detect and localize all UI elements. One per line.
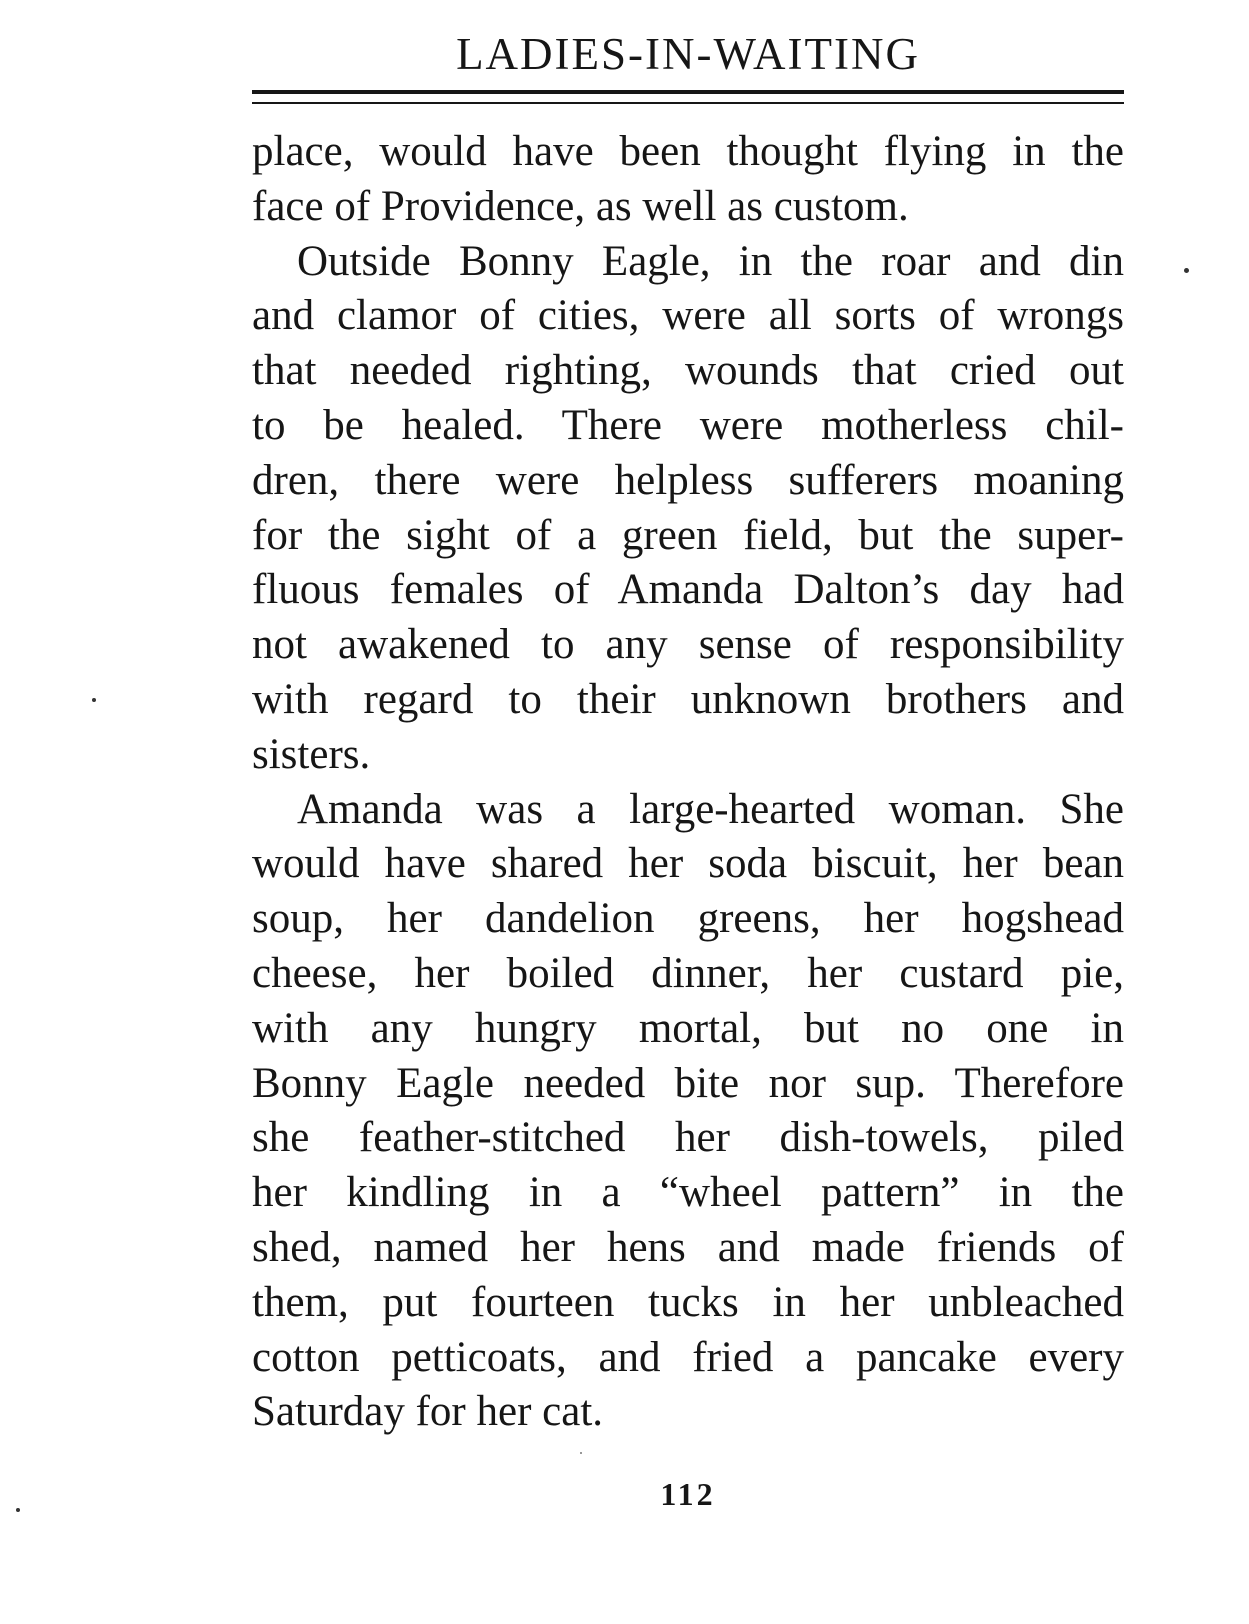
header-rule-thick [252,90,1124,94]
scan-speck [580,1452,582,1454]
text-line: and clamor of cities, were all sorts of wrongs [252,292,1124,340]
paragraph [252,125,1124,235]
text-line: she feather-stitched her dish-towels, piled [252,1114,1124,1162]
text-line: her kindling in a “wheel pattern” in the [252,1169,1124,1217]
text-line: dren, there were helpless sufferers moaning [252,456,1124,504]
text-line: Saturday for her cat. [252,1388,604,1436]
text-line: fluous females of Amanda Dalton’s day had [252,566,1124,614]
text-line: sisters. [252,730,371,778]
text-line: to be healed. There were motherless chil- [252,401,1124,449]
body-text [252,125,1124,1440]
scan-speck [1184,268,1189,273]
text-line: with any hungry mortal, but no one in [252,1004,1124,1052]
paragraph [252,235,1124,783]
text-line: cheese, her boiled dinner, her custard pie, [252,949,1124,997]
text-line: Bonny Eagle needed bite nor sup. Therefore [252,1059,1124,1107]
scan-speck [92,698,96,702]
text-line: face of Providence, as well as custom. [252,182,909,230]
paragraph [252,783,1124,1441]
text-line: Outside Bonny Eagle, in the roar and din [297,237,1124,285]
text-line: would have shared her soda biscuit, her bean [252,840,1124,888]
text-line: soup, her dandelion greens, her hogshead [252,895,1124,943]
text-line: cotton petticoats, and fried a pancake every [252,1333,1124,1381]
text-line: for the sight of a green field, but the super- [252,511,1124,559]
page-number: 112 [660,1476,716,1512]
running-title: LADIES-IN-WAITING [456,29,920,79]
header-rule-thin [252,102,1124,104]
text-line: that needed righting, wounds that cried out [252,347,1124,395]
text-line: Amanda was a large-hearted woman. She [297,785,1124,833]
text-line: not awakened to any sense of responsibility [252,621,1124,669]
text-line: them, put fourteen tucks in her unbleached [252,1278,1124,1326]
text-line: shed, named her hens and made friends of [252,1223,1124,1271]
text-line: with regard to their unknown brothers and [252,675,1124,723]
scan-speck [16,1508,20,1512]
text-line: place, would have been thought flying in the [252,128,1124,175]
